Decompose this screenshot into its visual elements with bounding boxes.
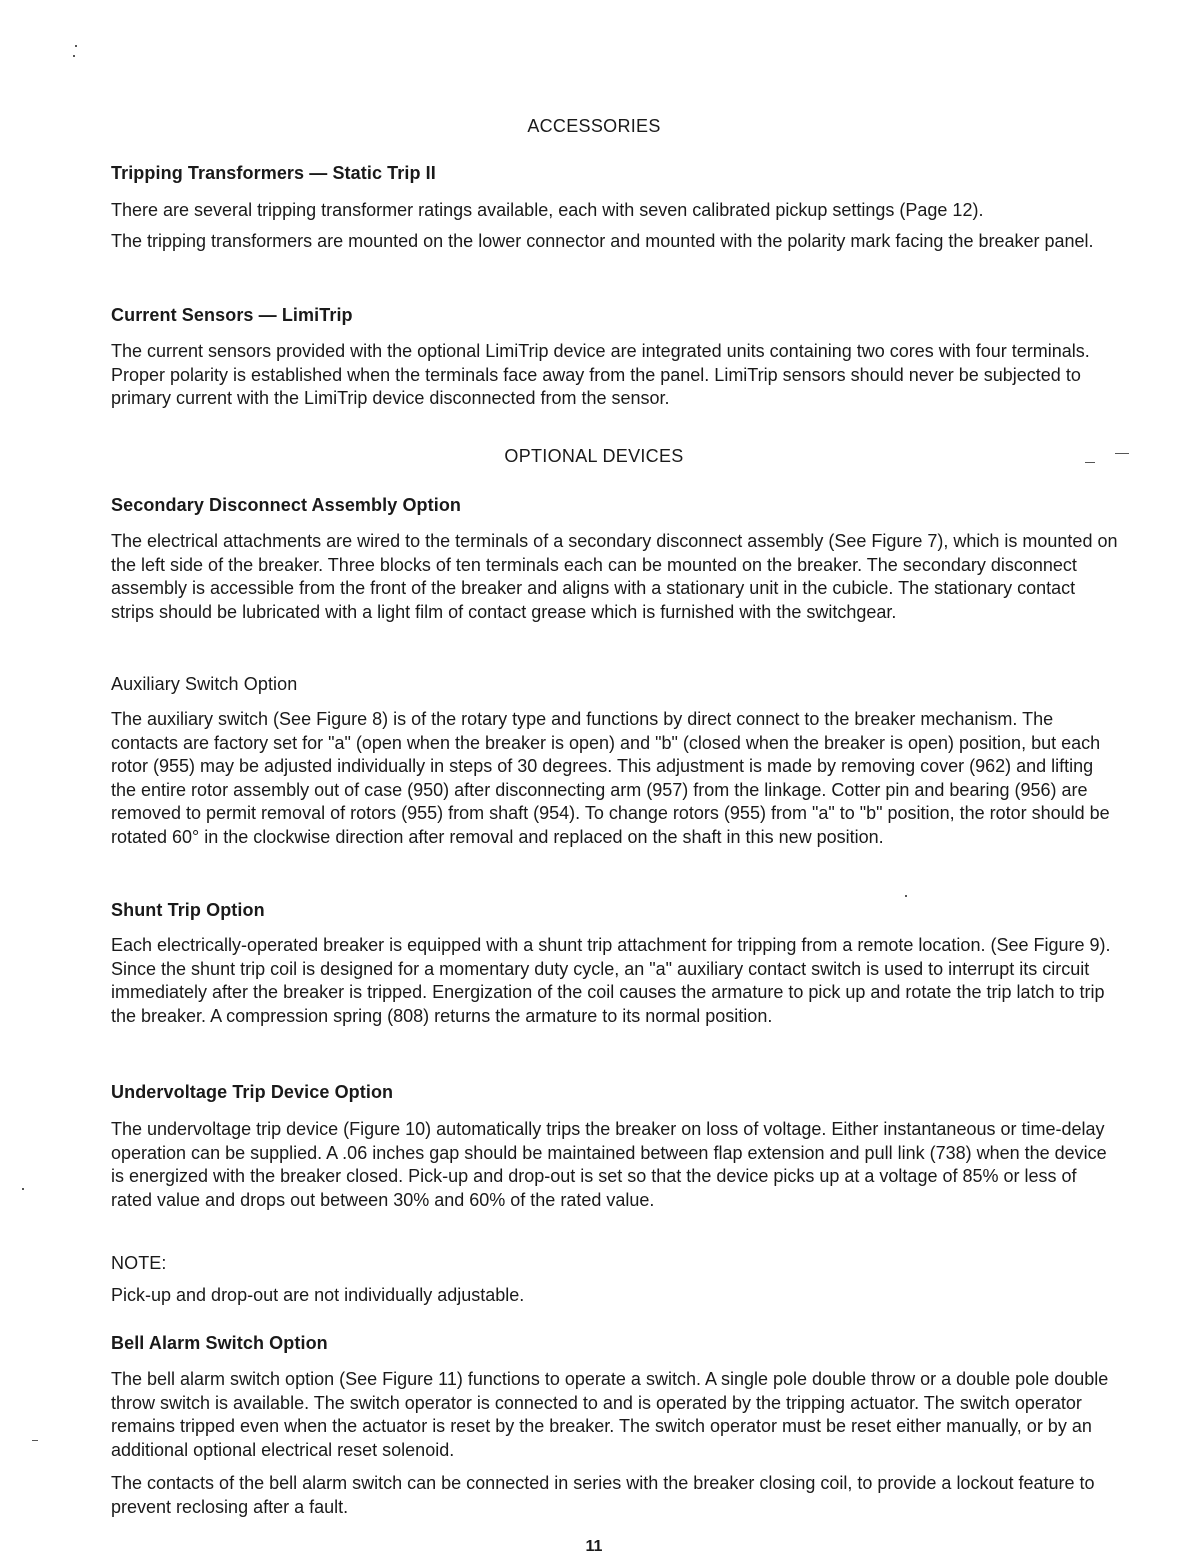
paragraph-current-sensors: The current sensors provided with the optional LimiTrip device are integrated units containing two cores with four terminals. Proper polarity is established when the terminals face away from the panel. LimiTrip sensors should never be subjected to primary current with the LimiTrip device disconnected from the sensor. <box>111 341 1090 408</box>
scan-speck <box>73 55 75 57</box>
paragraph-bell-alarm-2: The contacts of the bell alarm switch can be connected in series with the breaker closing coil, to provide a lockout feature to prevent reclosing after a fault. <box>111 1473 1095 1517</box>
note-text: Pick-up and drop-out are not individually adjustable. <box>111 1285 525 1305</box>
paragraph-shunt-trip: Each electrically-operated breaker is equipped with a shunt trip attachment for tripping from a remote location. (See Figure 9). Since the shunt trip coil is designed for a momentary duty cycle, an "a" auxiliary contact switch is used to interrupt its circuit immediately after the breaker is tripped. Energization of the coil causes the armature to pick up and rotate the trip latch to trip the breaker. A compression spring (808) returns the armature to its normal position. <box>111 935 1111 1026</box>
section-title-optional-devices: OPTIONAL DEVICES <box>504 446 684 466</box>
scan-speck <box>1085 462 1095 463</box>
heading-tripping-transformers: Tripping Transformers — Static Trip II <box>111 163 436 183</box>
scan-speck <box>1115 453 1129 454</box>
scan-speck <box>22 1188 24 1190</box>
heading-current-sensors: Current Sensors — LimiTrip <box>111 305 353 325</box>
note-label: NOTE: <box>111 1253 167 1273</box>
paragraph-undervoltage-trip: The undervoltage trip device (Figure 10) automatically trips the breaker on loss of voltage. Either instantaneous or time-delay operation can be supplied. A .06 inches gap should be maintained between flap extension and pull link (738) when the device is energized with the breaker closed. Pick-up and drop-out is set so that the device picks up at a voltage of 85% or less of rated value and drops out between 30% and 60% of the rated value. <box>111 1119 1107 1210</box>
heading-undervoltage-trip: Undervoltage Trip Device Option <box>111 1082 394 1102</box>
section-title-accessories: ACCESSORIES <box>527 116 661 136</box>
paragraph-secondary-disconnect: The electrical attachments are wired to the terminals of a secondary disconnect assembly (See Figure 7), which is mounted on the left side of the breaker. Three blocks of ten terminals each can be mounted on the breaker. The secondary disconnect assembly is accessible from the front of the breaker and aligns with a stationary unit in the cubicle. The stationary contact strips should be lubricated with a light film of contact grease which is furnished with the switchgear. <box>111 531 1118 622</box>
scan-speck <box>75 45 77 47</box>
paragraph-bell-alarm-1: The bell alarm switch option (See Figure 11) functions to operate a switch. A single pole double throw or a double pole double throw switch is available. The switch operator is connected to and is operated by the tripping actuator. The switch operator remains tripped even when the actuator is reset by the breaker. The switch operator must be reset either manually, or by an additional optional electrical reset solenoid. <box>111 1369 1109 1460</box>
heading-secondary-disconnect: Secondary Disconnect Assembly Option <box>111 495 462 515</box>
heading-auxiliary-switch: Auxiliary Switch Option <box>111 674 298 694</box>
page-number: 11 <box>585 1538 603 1555</box>
scan-speck <box>32 1440 38 1441</box>
paragraph-tripping-transformers-1: There are several tripping transformer ratings available, each with seven calibrated pickup settings (Page 12). <box>111 200 984 220</box>
heading-shunt-trip: Shunt Trip Option <box>111 900 265 920</box>
paragraph-tripping-transformers-2: The tripping transformers are mounted on the lower connector and mounted with the polarity mark facing the breaker panel. <box>111 231 1094 251</box>
heading-bell-alarm: Bell Alarm Switch Option <box>111 1333 328 1353</box>
scan-speck <box>905 895 907 897</box>
paragraph-auxiliary-switch: The auxiliary switch (See Figure 8) is of the rotary type and functions by direct connect to the breaker mechanism. The contacts are factory set for "a" (open when the breaker is open) and "b" (closed when the breaker is open) position, but each rotor (955) may be adjusted individually in steps of 30 degrees. This adjustment is made by removing cover (962) and lifting the entire rotor assembly out of case (950) after disconnecting arm (957) from the linkage. Cotter pin and bearing (956) are removed to permit removal of rotors (955) from shaft (954). To change rotors (955) from "a" to "b" position, the rotor should be rotated 60° in the clockwise direction after removal and replaced on the shaft in this new position. <box>111 709 1110 847</box>
